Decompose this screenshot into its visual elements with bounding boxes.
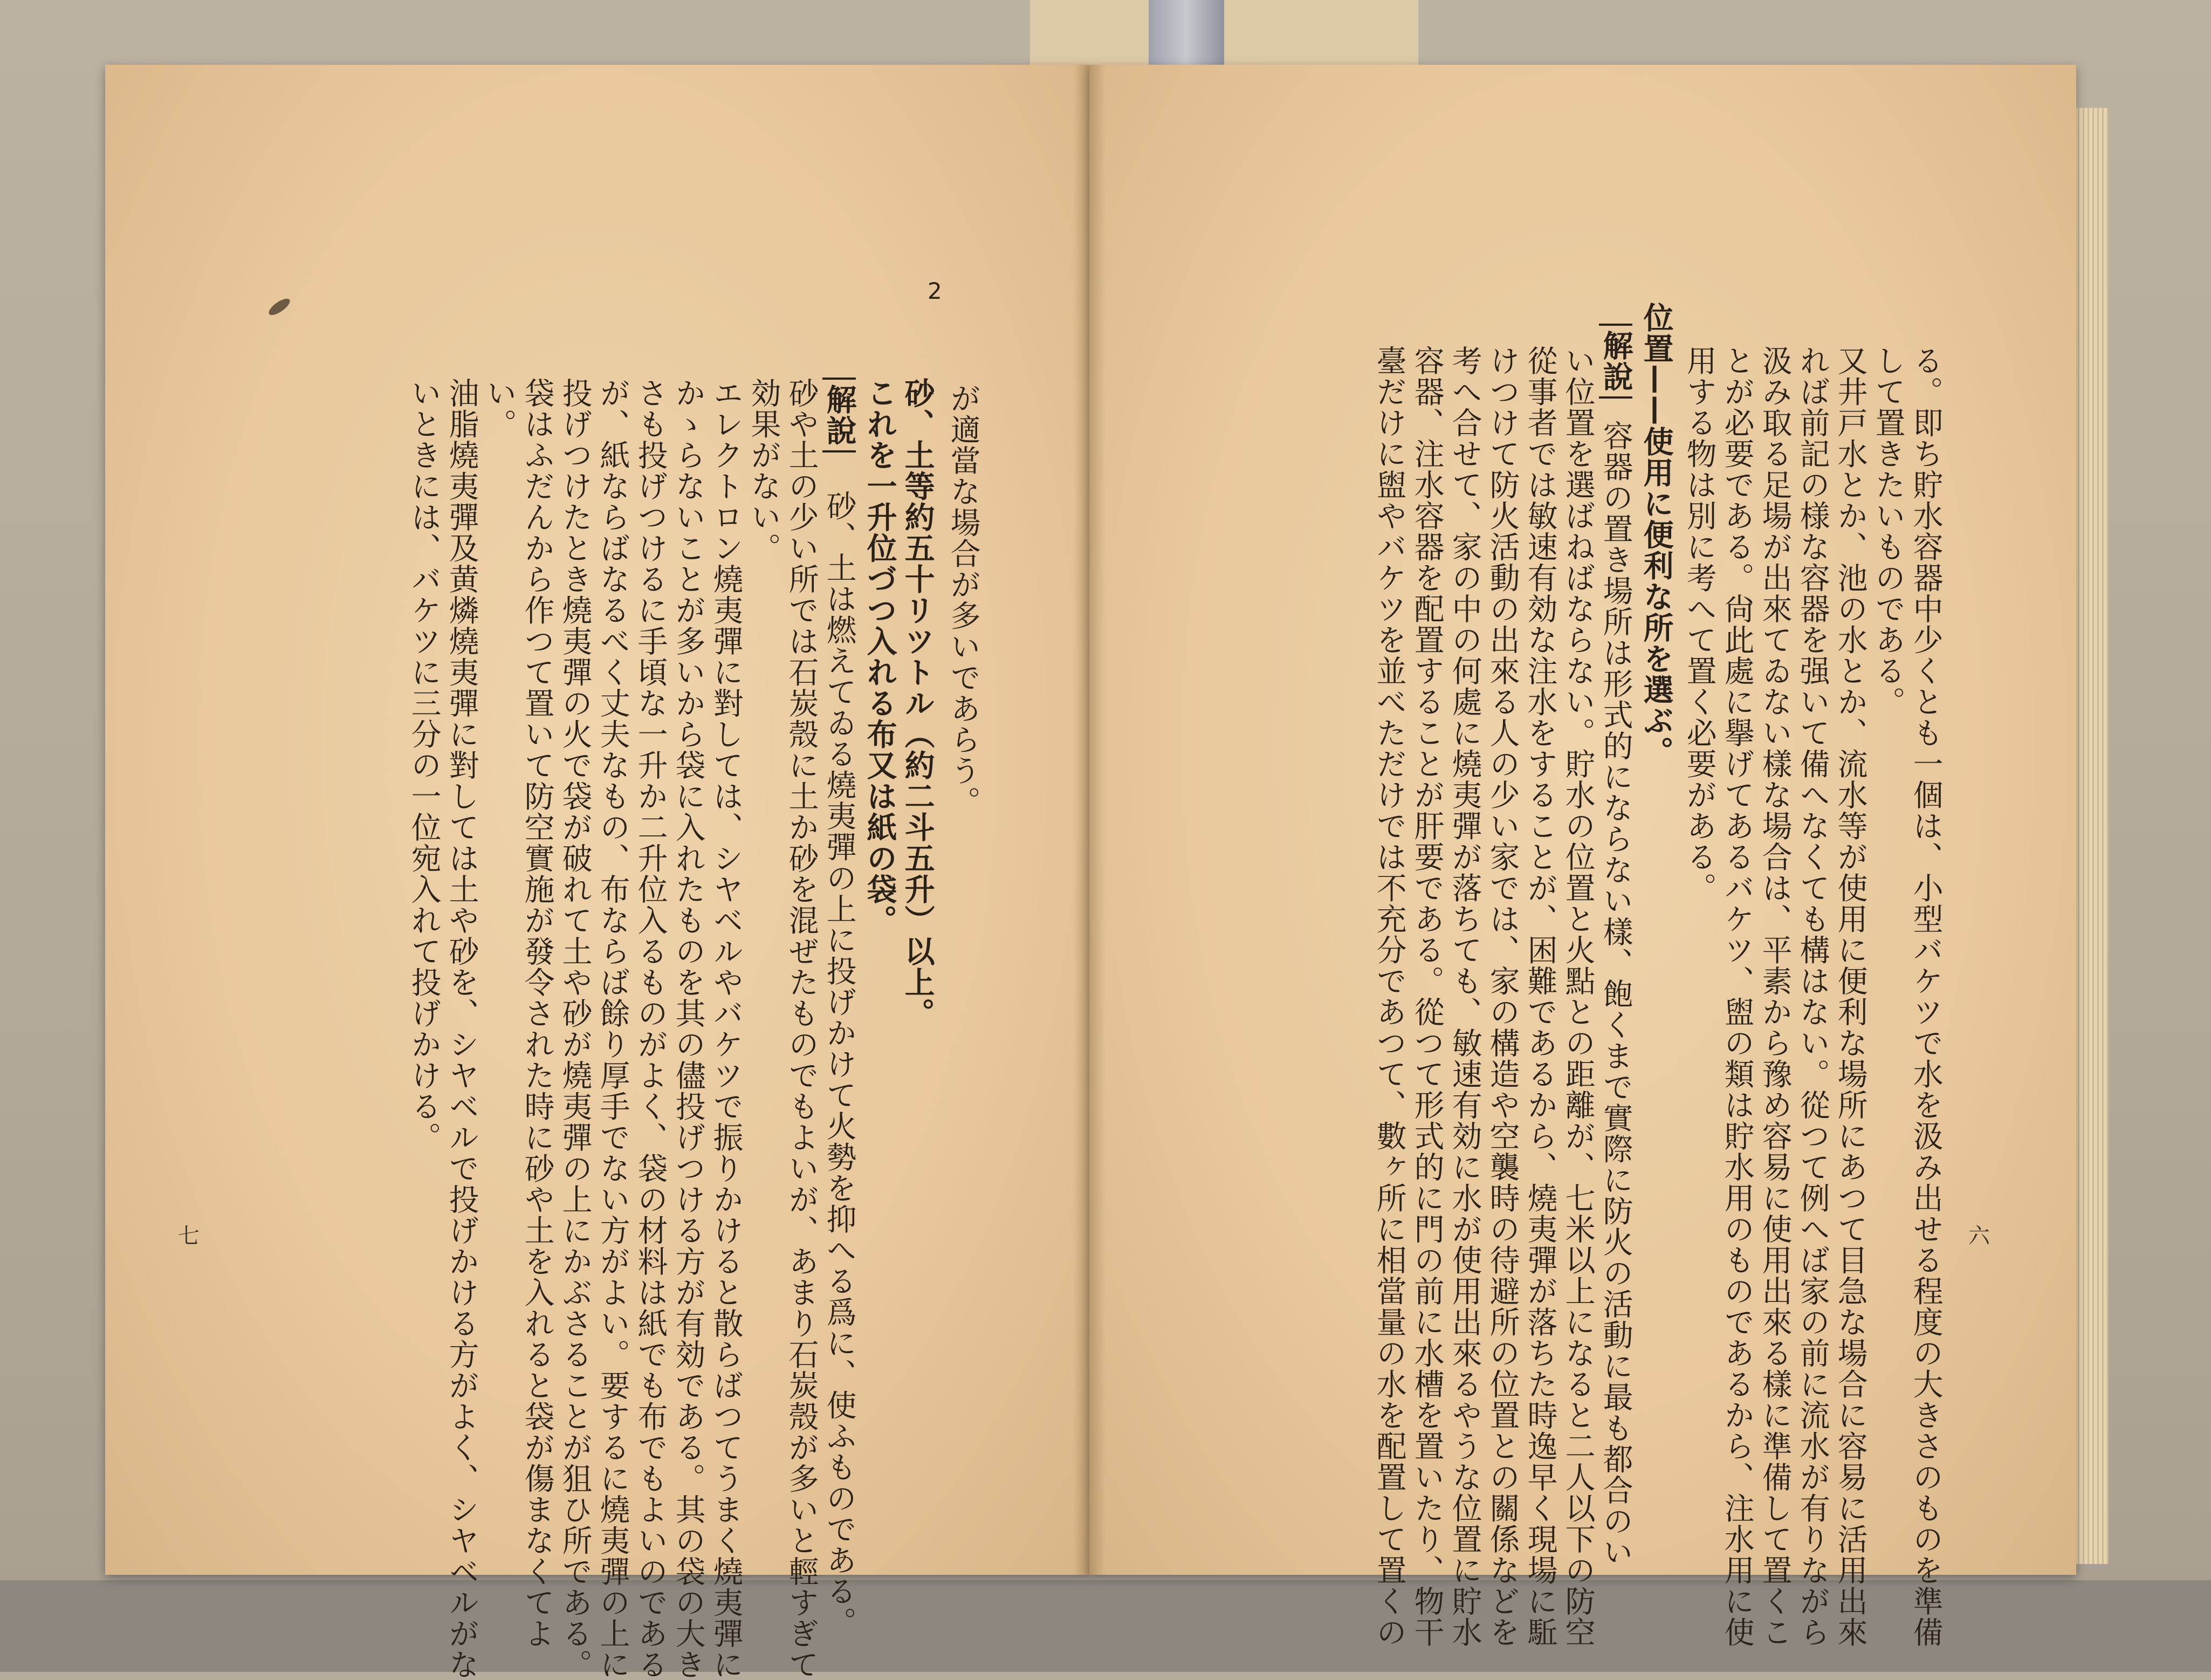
text-column: して置きたいものである。	[1870, 345, 1906, 717]
text-column: い位置を選ばねばならない。貯水の位置と火點との距離が、七米以上になると二人以下の防空	[1560, 345, 1596, 1648]
section-number: 2	[928, 278, 942, 304]
text-column: 投げつけたとき燒夷彈の火で袋が破れて土や砂が燒夷彈の上にかぶさることが狙ひ所である。	[557, 378, 593, 1680]
text-column: 臺だけに盥やバケツを並べただけでは不充分であつて、數ヶ所に相當量の水を配置して置くの	[1371, 345, 1407, 1648]
text-column: い。	[482, 378, 517, 440]
text-column: とが必要である。尙此處に擧げてあるバケツ、盥の類は貯水用のものであるから、注水用に使	[1719, 345, 1755, 1648]
text-column: 油脂燒夷彈及黄燐燒夷彈に對しては土や砂を、シヤベルで投げかける方がよく、シヤベルがな	[444, 378, 479, 1680]
page-number: 七	[178, 1224, 200, 1249]
explanation-label: 解說	[822, 378, 856, 452]
text-column: 容器、注水容器を配置することが肝要である。從つて形式的に門の前に水槽を置いたり、物干	[1409, 345, 1445, 1648]
text-column: けつけて防火活動の出來る人の少い家では、家の構造や空襲時の待避所の位置との關係などを	[1485, 345, 1520, 1648]
text-column: いときには、バケツに三分の一位宛入れて投げかける。	[406, 378, 442, 1153]
text-column: 又井戸水とか、池の水とか、流水等が使用に便利な場所にあつて目急な場合に容易に活用出來	[1832, 345, 1868, 1648]
book-gutter	[1073, 65, 1106, 1575]
text-column: が、紙ならばなるべく丈夫なもの、布ならば餘り厚手でない方がよい。要するに燒夷彈の上に	[595, 378, 630, 1680]
text-column: さも投げつけるに手頃な一升か二升位入るものがよく、袋の材料は紙でも布でもよいのである	[633, 378, 668, 1680]
explanation-label: 解說	[1599, 324, 1632, 399]
text-column: れば前記の様な容器を强いて備へなくても構はない。從つて例へば家の前に流水が有りながら	[1795, 345, 1830, 1648]
section-title-line-1: 砂、土等約五十リツトル（約二斗五升）以上。	[899, 378, 935, 1029]
text-column: る。即ち貯水容器中少くとも一個は、小型バケツで水を汲み出せる程度の大きさのものを準備	[1908, 345, 1944, 1648]
text-column: 効果がない。	[746, 378, 781, 564]
section-heading: 位置——使用に便利な所を選ぶ。	[1638, 302, 1674, 767]
left-page	[105, 65, 1089, 1680]
section-title-line-2: これを一升位づつ入れる布又は紙の袋。	[862, 378, 897, 936]
explanation-first-column: 解說容器の置き場所は形式的にならない樣、飽くまで實際に防火の活動に最も都合のい	[1599, 324, 1632, 1568]
text-column: エレクトロン燒夷彈に對しては、シヤベルやバケツで振りかけると散らばつてうまく燒夷彈に	[708, 378, 744, 1680]
text-column: 從事者では敏速有効な注水をすることが、困難であるから、燒夷彈が落ちた時逸早く現場に駈	[1522, 345, 1558, 1648]
text-column: が適當な場合が多いであらう。	[945, 383, 981, 817]
page-number: 六	[1968, 1224, 1990, 1249]
text-column: かゝらないことが多いから袋に入れたものを其の儘投げつける方が有効である。其の袋の大き	[670, 378, 706, 1680]
ink-stain	[266, 296, 292, 318]
explanation-first-column: 解說砂、土は燃えてゐる燒夷彈の上に投げかけて火勢を抑へる爲に、使ふものである。	[822, 378, 856, 1638]
table-edge	[0, 1580, 2211, 1672]
text-column: 袋はふだんから作つて置いて防空實施が發令された時に砂や土を入れると袋が傷まなくてよ	[519, 378, 555, 1649]
right-page	[1089, 65, 2076, 1648]
text-column: 砂や土の少い所では石炭殼に土か砂を混ぜたものでもよいが、あまり石炭殼が多いと輕すぎて	[784, 378, 819, 1680]
text-column: 汲み取る足場が出來てゐない樣な場合は、平素から豫め容易に使用出來る樣に準備して置くこ	[1757, 345, 1793, 1648]
text-column: 用する物は別に考へて置く必要がある。	[1681, 345, 1717, 903]
text-column: 考へ合せて、家の中の何處に燒夷彈が落ちても、敏速有効に水が使用出來るやうな位置に貯水	[1447, 345, 1482, 1648]
